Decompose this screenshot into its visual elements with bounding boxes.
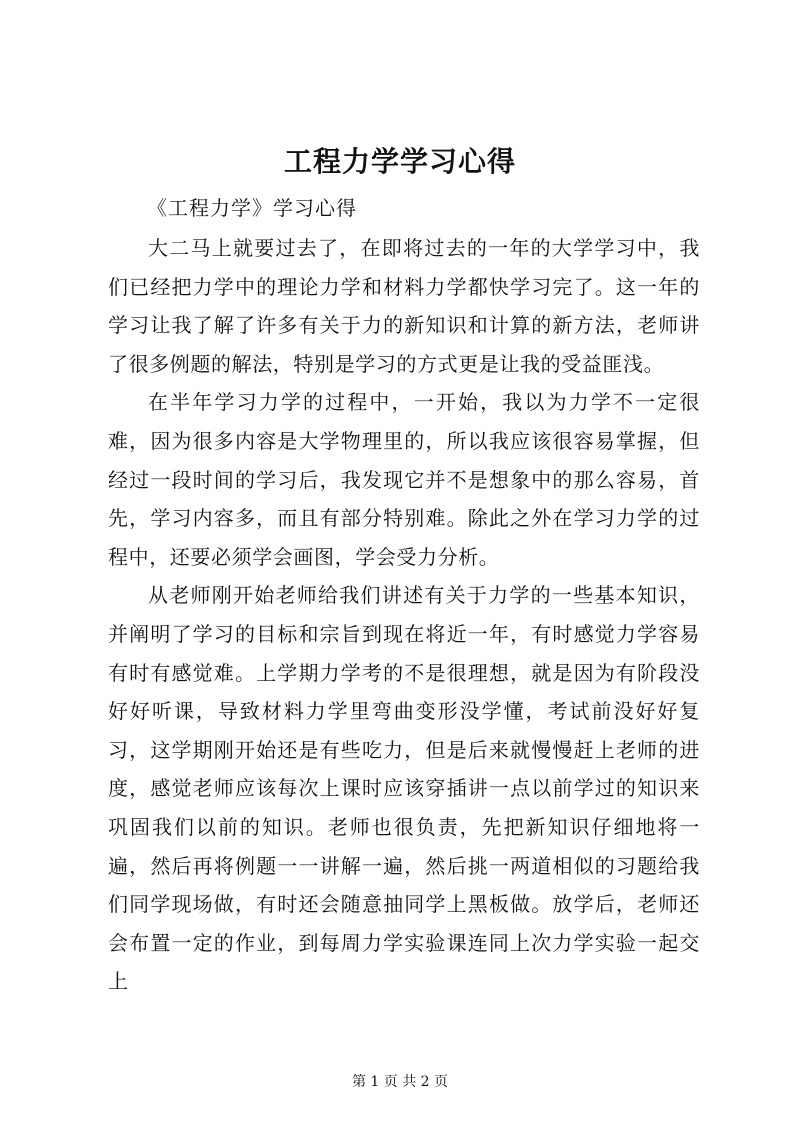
paragraph-3: 从老师刚开始老师给我们讲述有关于力学的一些基本知识，并阐明了学习的目标和宗旨到现在将近一年，有时感觉力学容易有时有感觉难。上学期力学考的不是很理想，就是因为有阶段没好好听课，导致材料力学里弯曲变形没学懂，考试前没好好复习，这学期刚开始还是有些吃力，但是后来就慢慢赶上老师的进度，感觉老师应该每次上课时应该穿插讲一点以前学过的知识来巩固我们以前的知识。老师也很负责，先把新知识仔细地将一遍，然后再将例题一一讲解一遍，然后挑一两道相似的习题给我们同学现场做，有时还会随意抽同学上黑板做。放学后，老师还会布置一定的作业，到每周力学实验课连同上次力学实验一起交上 bbox=[108, 583, 700, 994]
document-body bbox=[108, 229, 700, 1001]
document-title: 工程力学学习心得 bbox=[283, 145, 516, 178]
paragraph-1: 大二马上就要过去了，在即将过去的一年的大学学习中，我们已经把力学中的理论力学和材料力学都快学习完了。这一年的学习让我了解了许多有关于力的新知识和计算的新方法，老师讲了很多例题的解法，特别是学习的方式更是让我的受益匪浅。 bbox=[108, 236, 700, 376]
paragraph-2: 在半年学习力学的过程中，一开始，我以为力学不一定很难，因为很多内容是大学物理里的，所以我应该很容易掌握，但经过一段时间的学习后，我发现它并不是想象中的那么容易，首先，学习内容多，而且有部分特别难。除此之外在学习力学的过程中，还要必须学会画图，学会受力分析。 bbox=[108, 390, 700, 569]
page-footer: 第 1 页 共 2 页 bbox=[351, 1074, 449, 1090]
document-subtitle: 《工程力学》学习心得 bbox=[147, 196, 357, 220]
